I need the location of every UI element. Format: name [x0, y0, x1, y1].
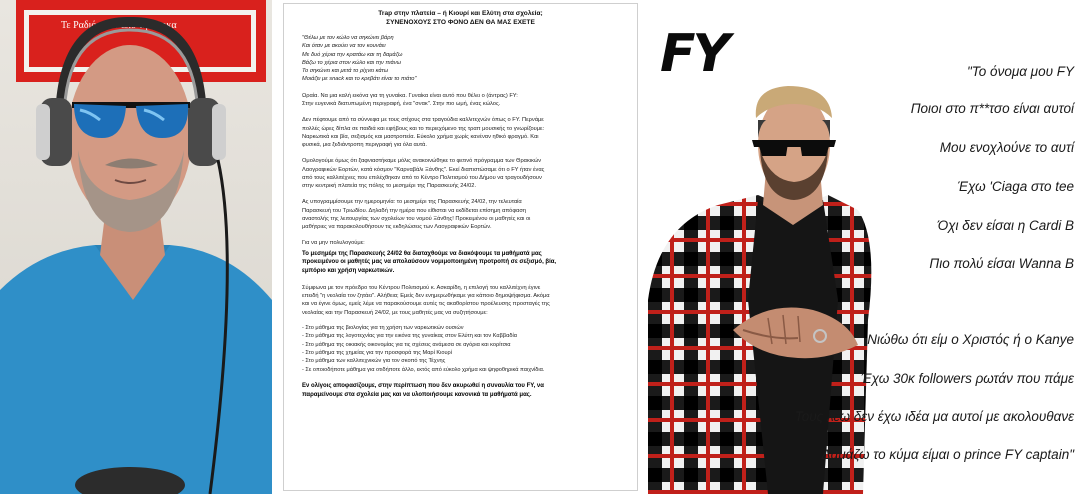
- verse-line: Βάζω το χέρια στον κώλο και την πιάνω: [302, 59, 402, 66]
- document-page: [283, 3, 638, 491]
- document-title: [302, 10, 619, 27]
- paragraph-line: προκειμένου οι μαθητές μας να απολαύσουν νομιμοποιημένη προτροπή σε σεξισμό, βία,: [302, 259, 557, 266]
- paragraph-line: στην κεντρική πλατεία της πόλης το μεσημέρι της Παρασκευής 24/02.: [302, 183, 477, 190]
- paragraph-line: Ομολογούμε όμως ότι ξαφνιαστήκαμε μόλις ανακοινώθηκε το φετινό πρόγραμμα των Θρακικών: [302, 158, 542, 165]
- paragraph: [302, 116, 619, 149]
- lyric-line: Όχι δεν είσαι η Cardi B: [937, 218, 1074, 233]
- paragraph-line: μαθήτριες να παρακολουθήσουν τις εκδηλώσεις των Λαογραφικών Εορτών.: [302, 224, 492, 231]
- poster-text: Τε Ραδιόφωνο απο την Άρκα: [61, 20, 177, 31]
- lyric-line: Τους λέω δεν έχω ιδέα μα αυτοί με ακολουθανε: [794, 409, 1074, 424]
- paragraph-line: πολλές ώρες δίπλα σε παιδιά και εφήβους και το περιεχόμενο της τραπ μουσικής το γνωρίζουμε:: [302, 125, 545, 132]
- man-illustration: [0, 0, 272, 494]
- paragraph-line: Παρασκευή του Τριωδίου. Δηλαδή την ημέρα που είθισται να εκδίδεται επίσημη απόφαση: [302, 207, 526, 214]
- left-photo: [0, 0, 272, 494]
- paragraph: [302, 92, 619, 109]
- closing-statement: [302, 382, 619, 399]
- paragraph-line: Για να μην πολυλογούμε:: [302, 240, 365, 247]
- list-item: - Στο μάθημα της χημείας για την προσφορά της Μαρί Κιουρί: [302, 350, 452, 356]
- paragraph: [302, 284, 619, 317]
- paragraph: [302, 198, 619, 231]
- paragraph-line: παραμείνουμε στα σχολεία μας και να υλοποιήσουμε κανονικά τα μαθήματά μας.: [302, 391, 532, 398]
- paragraph-line: εμπόριο και χρήση ναρκωτικών.: [302, 268, 395, 275]
- paragraph-line: Ας υπογραμμίσουμε την ημερομηνία: το μεσημέρι της Παρασκευής 24/02, την τελευταία: [302, 199, 522, 206]
- paragraph-line: νεολαίας και την Παρασκευή 24/02, με τους μαθητές μας να συζητήσουμε:: [302, 309, 488, 316]
- paragraph-line: επειδή "η νεολαία τον ζητάει". Αλήθεια; Εμείς δεν ενημερωθήκαμε για κάποιο δημοψήφισμα. Ακόμα: [302, 293, 550, 300]
- fy-logo: FY: [660, 24, 728, 84]
- paragraph-line: και να έγινε όμως, εμείς λέμε να παρακούσουμε αυτές τις ακαθορίστου προέλευσης προσταγές της: [302, 301, 550, 308]
- lyric-line: Νιώθω ότι είμ ο Χριστός ή ο Kanye: [867, 332, 1074, 347]
- verse-line: Με δυό χέρια την κρατάω και τη δαμάζω: [302, 51, 403, 58]
- list-item: - Στο μάθημα της βιολογίας για τη χρήση των ναρκωτικών ουσιών: [302, 324, 464, 331]
- lyric-line: Δαμάζω το κύμα είμαι ο prince FY captain": [821, 447, 1074, 462]
- list-item: - Στο μάθημα των καλλιτεχνικών για τον σκοπό της Τέχνης: [302, 358, 446, 365]
- quoted-verses: [302, 34, 619, 84]
- lyric-line: Έχω 30κ followers ρωτάν που πάμε: [860, 371, 1074, 386]
- paragraph-line: Το μεσημέρι της Παρασκευής 24/02 θα διαταχθούμε να διακόψουμε τα μαθήματά μας: [302, 250, 542, 257]
- bold-statement: [302, 250, 619, 276]
- paragraph: [302, 157, 619, 190]
- paragraph-line: από τους καλλιτέχνες που επιλέχθηκαν από το Κέντρο Πολιτισμού του Δήμου να τραγουδήσουν: [302, 174, 542, 181]
- paragraph-line: Λαογραφικών Εορτών, κατά κόσμον "Καρναβάλι Ξάνθης". Εκεί διαπιστώσαμε ότι ο FY ήταν ένας: [302, 166, 545, 173]
- verse-line: "Θέλω με τον κώλο να σηκώνει βάρη: [302, 35, 394, 42]
- paragraph-line: Δεν πέφτουμε από τα σύννεφα με τους στίχους στα τραγούδια καλλιτεχνών όπως ο FY. Περνάμε: [302, 117, 544, 124]
- lyric-line: "Το όνομα μου FY: [966, 64, 1074, 79]
- paragraph-line: Ναρκωτικά και βία, σεξισμός και μαστροπεία. Εύκολο χρήμα χωρίς κανέναν ηθικό φραγμό. Και: [302, 133, 539, 140]
- lyric-line: Έχω 'Ciaga στο tee: [957, 179, 1074, 194]
- list-item: - Στο μάθημα της λογοτεχνίας για την εικόνα της γυναίκας στον Ελύτη και τον Καββαδία: [302, 333, 517, 340]
- lyric-line: Ποιοι στο π**τσο είναι αυτοί: [910, 101, 1074, 116]
- paragraph-line: Ωραία. Να μια καλή εικόνα για τη γυναίκα. Γυναίκα είναι αυτό που θέλει ο (άντρας) FY:: [302, 92, 518, 99]
- document-title-line: ΣΥΝΕΝΟΧΟΥΣ ΣΤΟ ΦΟΝΟ ΔΕΝ ΘΑ ΜΑΣ ΕΧΕΤΕ: [386, 18, 535, 26]
- paragraph-line: αναστολής της λειτουργίας των σχολείων του νομού Ξάνθης! Προκειμένου οι μαθητές και οι: [302, 215, 531, 222]
- list-item: - Στο μάθημα της οικιακής οικονομίας για τις σχέσεις ανάμεσα σε αγόρια και κορίτσια: [302, 341, 511, 348]
- document-title-line: Trap στην πλατεία – ή Κιουρί και Ελύτη στα σχολεία;: [378, 10, 543, 17]
- lyric-line: Μου ενοχλούνε το αυτί: [939, 140, 1074, 155]
- list-item: - Σε οποιοδήποτε μάθημα για οτιδήποτε άλλο, εκτός από εύκολο χρήμα και ψηφοθηρικά παιχνίδια.: [302, 366, 545, 373]
- paragraph-line: Σύμφωνα με τον πρόεδρο του Κέντρου Πολιτισμού κ. Ασκαρίδη, η επιλογή του καλλιτέχνη έγινε: [302, 284, 541, 291]
- verse-line: Και όταν με ακούει να τον κουνάει: [302, 43, 386, 50]
- paragraph-line: Εν ολίγοις αποφασίζουμε, στην περίπτωση που δεν ακυρωθεί η συναυλία του FY, να: [302, 383, 544, 390]
- paragraph-intro: [302, 239, 619, 247]
- lyric-line: Πιο πολύ είσαι Wanna B: [929, 256, 1074, 271]
- subject-list: [302, 324, 619, 374]
- verse-line: Μοιάζει με snack και το κρεβάτι είναι το πιάτο": [302, 76, 417, 83]
- paragraph-line: φυσικά, μια ξεδιάντροπη περιγραφή για όλα αυτά.: [302, 142, 427, 149]
- artist-panel: [648, 0, 1082, 494]
- paragraph-line: Στην ευγενικά διατυπωμένη περιγραφή, ένα "σνακ". Στην πιο ωμή, ένας κώλος.: [302, 100, 501, 107]
- verse-line: Το σηκώνει και μετά το ρίχνει κάτω: [302, 68, 389, 75]
